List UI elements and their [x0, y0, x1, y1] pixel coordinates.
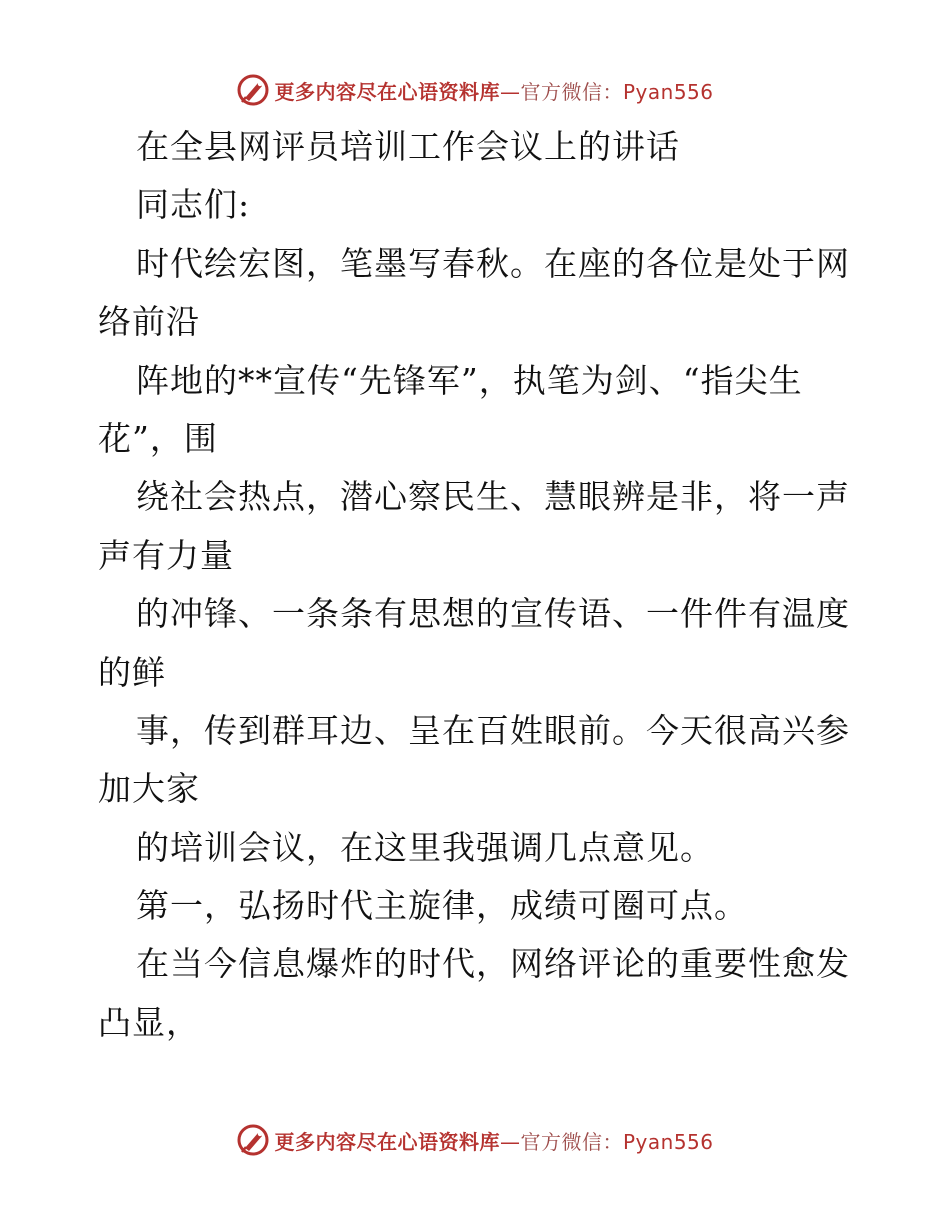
pen-nib-logo-icon	[236, 1123, 270, 1157]
header-brand-text: 更多内容尽在心语资料库	[274, 79, 500, 104]
body-line: 声有力量	[98, 535, 234, 575]
footer-dash: —	[499, 1129, 521, 1154]
body-line: 时代绘宏图，笔墨写春秋。在座的各位是处于网	[136, 243, 850, 283]
body-line: 事，传到群耳边、呈在百姓眼前。今天很高兴参	[136, 710, 850, 750]
header-wechat-label: 官方微信：	[520, 79, 623, 104]
document-title: 在全县网评员培训工作会议上的讲话	[136, 127, 680, 166]
body-line: 绕社会热点，潜心察民生、慧眼辨是非，将一声	[136, 477, 850, 517]
header-banner-text	[274, 76, 713, 105]
pen-nib-logo-icon	[236, 73, 270, 107]
body-line: 的鲜	[98, 652, 166, 692]
body-line: 花”，围	[98, 418, 218, 458]
body-line: 阵地的**宣传“先锋军”，执笔为剑、“指尖生	[136, 360, 803, 400]
footer-wechat-id: Pyan556	[622, 1129, 714, 1154]
body-line: 凸显，	[98, 1002, 200, 1042]
body-line: 的培训会议，在这里我强调几点意见。	[136, 827, 714, 867]
header-banner	[0, 70, 950, 110]
body-line: 加大家	[98, 769, 200, 809]
document-body	[98, 118, 858, 1052]
footer-banner	[0, 1120, 950, 1160]
body-line: 的冲锋、一条条有思想的宣传语、一件件有温度	[136, 594, 850, 634]
section-heading: 第一，弘扬时代主旋律，成绩可圈可点。	[136, 886, 748, 926]
footer-brand-text: 更多内容尽在心语资料库	[274, 1129, 500, 1154]
body-line: 在当今信息爆炸的时代，网络评论的重要性愈发	[136, 944, 850, 984]
header-wechat-id: Pyan556	[622, 79, 714, 104]
salutation: 同志们:	[136, 185, 251, 225]
footer-banner-text	[274, 1126, 713, 1155]
body-line: 络前沿	[98, 302, 200, 342]
footer-wechat-label: 官方微信：	[520, 1129, 623, 1154]
header-dash: —	[499, 79, 521, 104]
